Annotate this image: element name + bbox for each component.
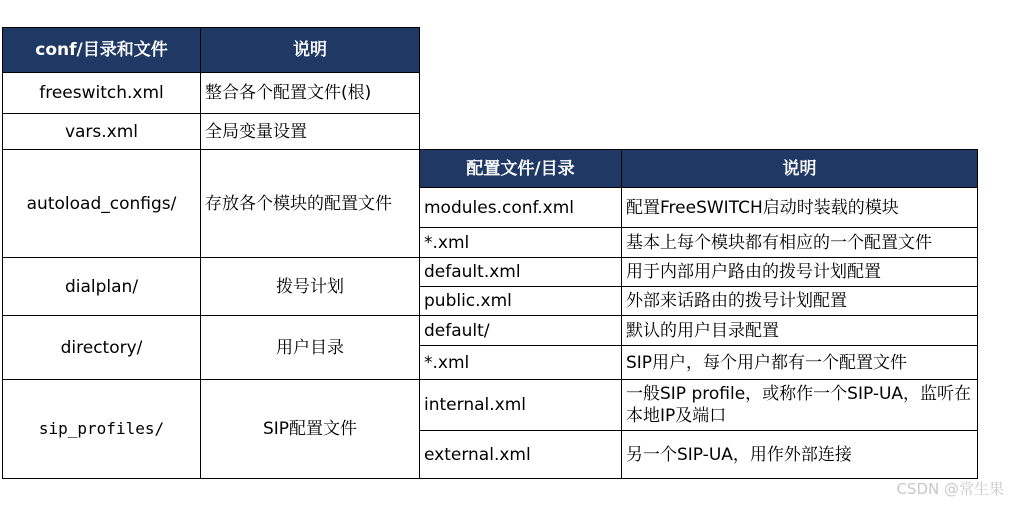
right-desc-modules-conf: 配置FreeSWITCH启动时装载的模块 — [621, 187, 978, 228]
left-name-dialplan: dialplan/ — [2, 257, 201, 316]
left-header-dir: conf/目录和文件 — [2, 27, 201, 73]
right-file-public-xml: public.xml — [419, 286, 622, 316]
left-desc-sip-profiles: SIP配置文件 — [200, 379, 420, 479]
left-desc-directory: 用户目录 — [200, 315, 420, 380]
right-file-modules-conf: modules.conf.xml — [419, 187, 622, 228]
right-file-user-xml: *.xml — [419, 345, 622, 380]
left-name-freeswitch: freeswitch.xml — [2, 72, 201, 114]
left-desc-dialplan: 拨号计划 — [200, 257, 420, 316]
left-header-desc: 说明 — [200, 27, 420, 73]
right-file-default-dir: default/ — [419, 315, 622, 346]
right-desc-default-dir: 默认的用户目录配置 — [621, 315, 978, 346]
right-desc-default-xml: 用于内部用户路由的拨号计划配置 — [621, 257, 978, 287]
left-name-autoload: autoload_configs/ — [2, 149, 201, 258]
right-desc-user-xml: SIP用户，每个用户都有一个配置文件 — [621, 345, 978, 380]
right-file-external-xml: external.xml — [419, 430, 622, 479]
left-name-sip-profiles: sip_profiles/ — [2, 379, 201, 479]
right-file-internal-xml: internal.xml — [419, 379, 622, 431]
left-desc-vars: 全局变量设置 — [200, 113, 420, 150]
right-header-file: 配置文件/目录 — [419, 149, 622, 188]
right-desc-public-xml: 外部来话路由的拨号计划配置 — [621, 286, 978, 316]
right-desc-module-xml: 基本上每个模块都有相应的一个配置文件 — [621, 227, 978, 258]
watermark: CSDN @常生果 — [896, 480, 1004, 498]
right-desc-external-xml: 另一个SIP-UA，用作外部连接 — [621, 430, 978, 479]
right-file-default-xml: default.xml — [419, 257, 622, 287]
right-file-module-xml: *.xml — [419, 227, 622, 258]
left-name-vars: vars.xml — [2, 113, 201, 150]
right-header-desc: 说明 — [621, 149, 978, 188]
right-desc-internal-xml: 一般SIP profile，或称作一个SIP-UA，监听在本地IP及端口 — [621, 379, 978, 431]
left-desc-freeswitch: 整合各个配置文件(根) — [200, 72, 420, 114]
left-name-directory: directory/ — [2, 315, 201, 380]
left-desc-autoload: 存放各个模块的配置文件 — [200, 149, 420, 258]
